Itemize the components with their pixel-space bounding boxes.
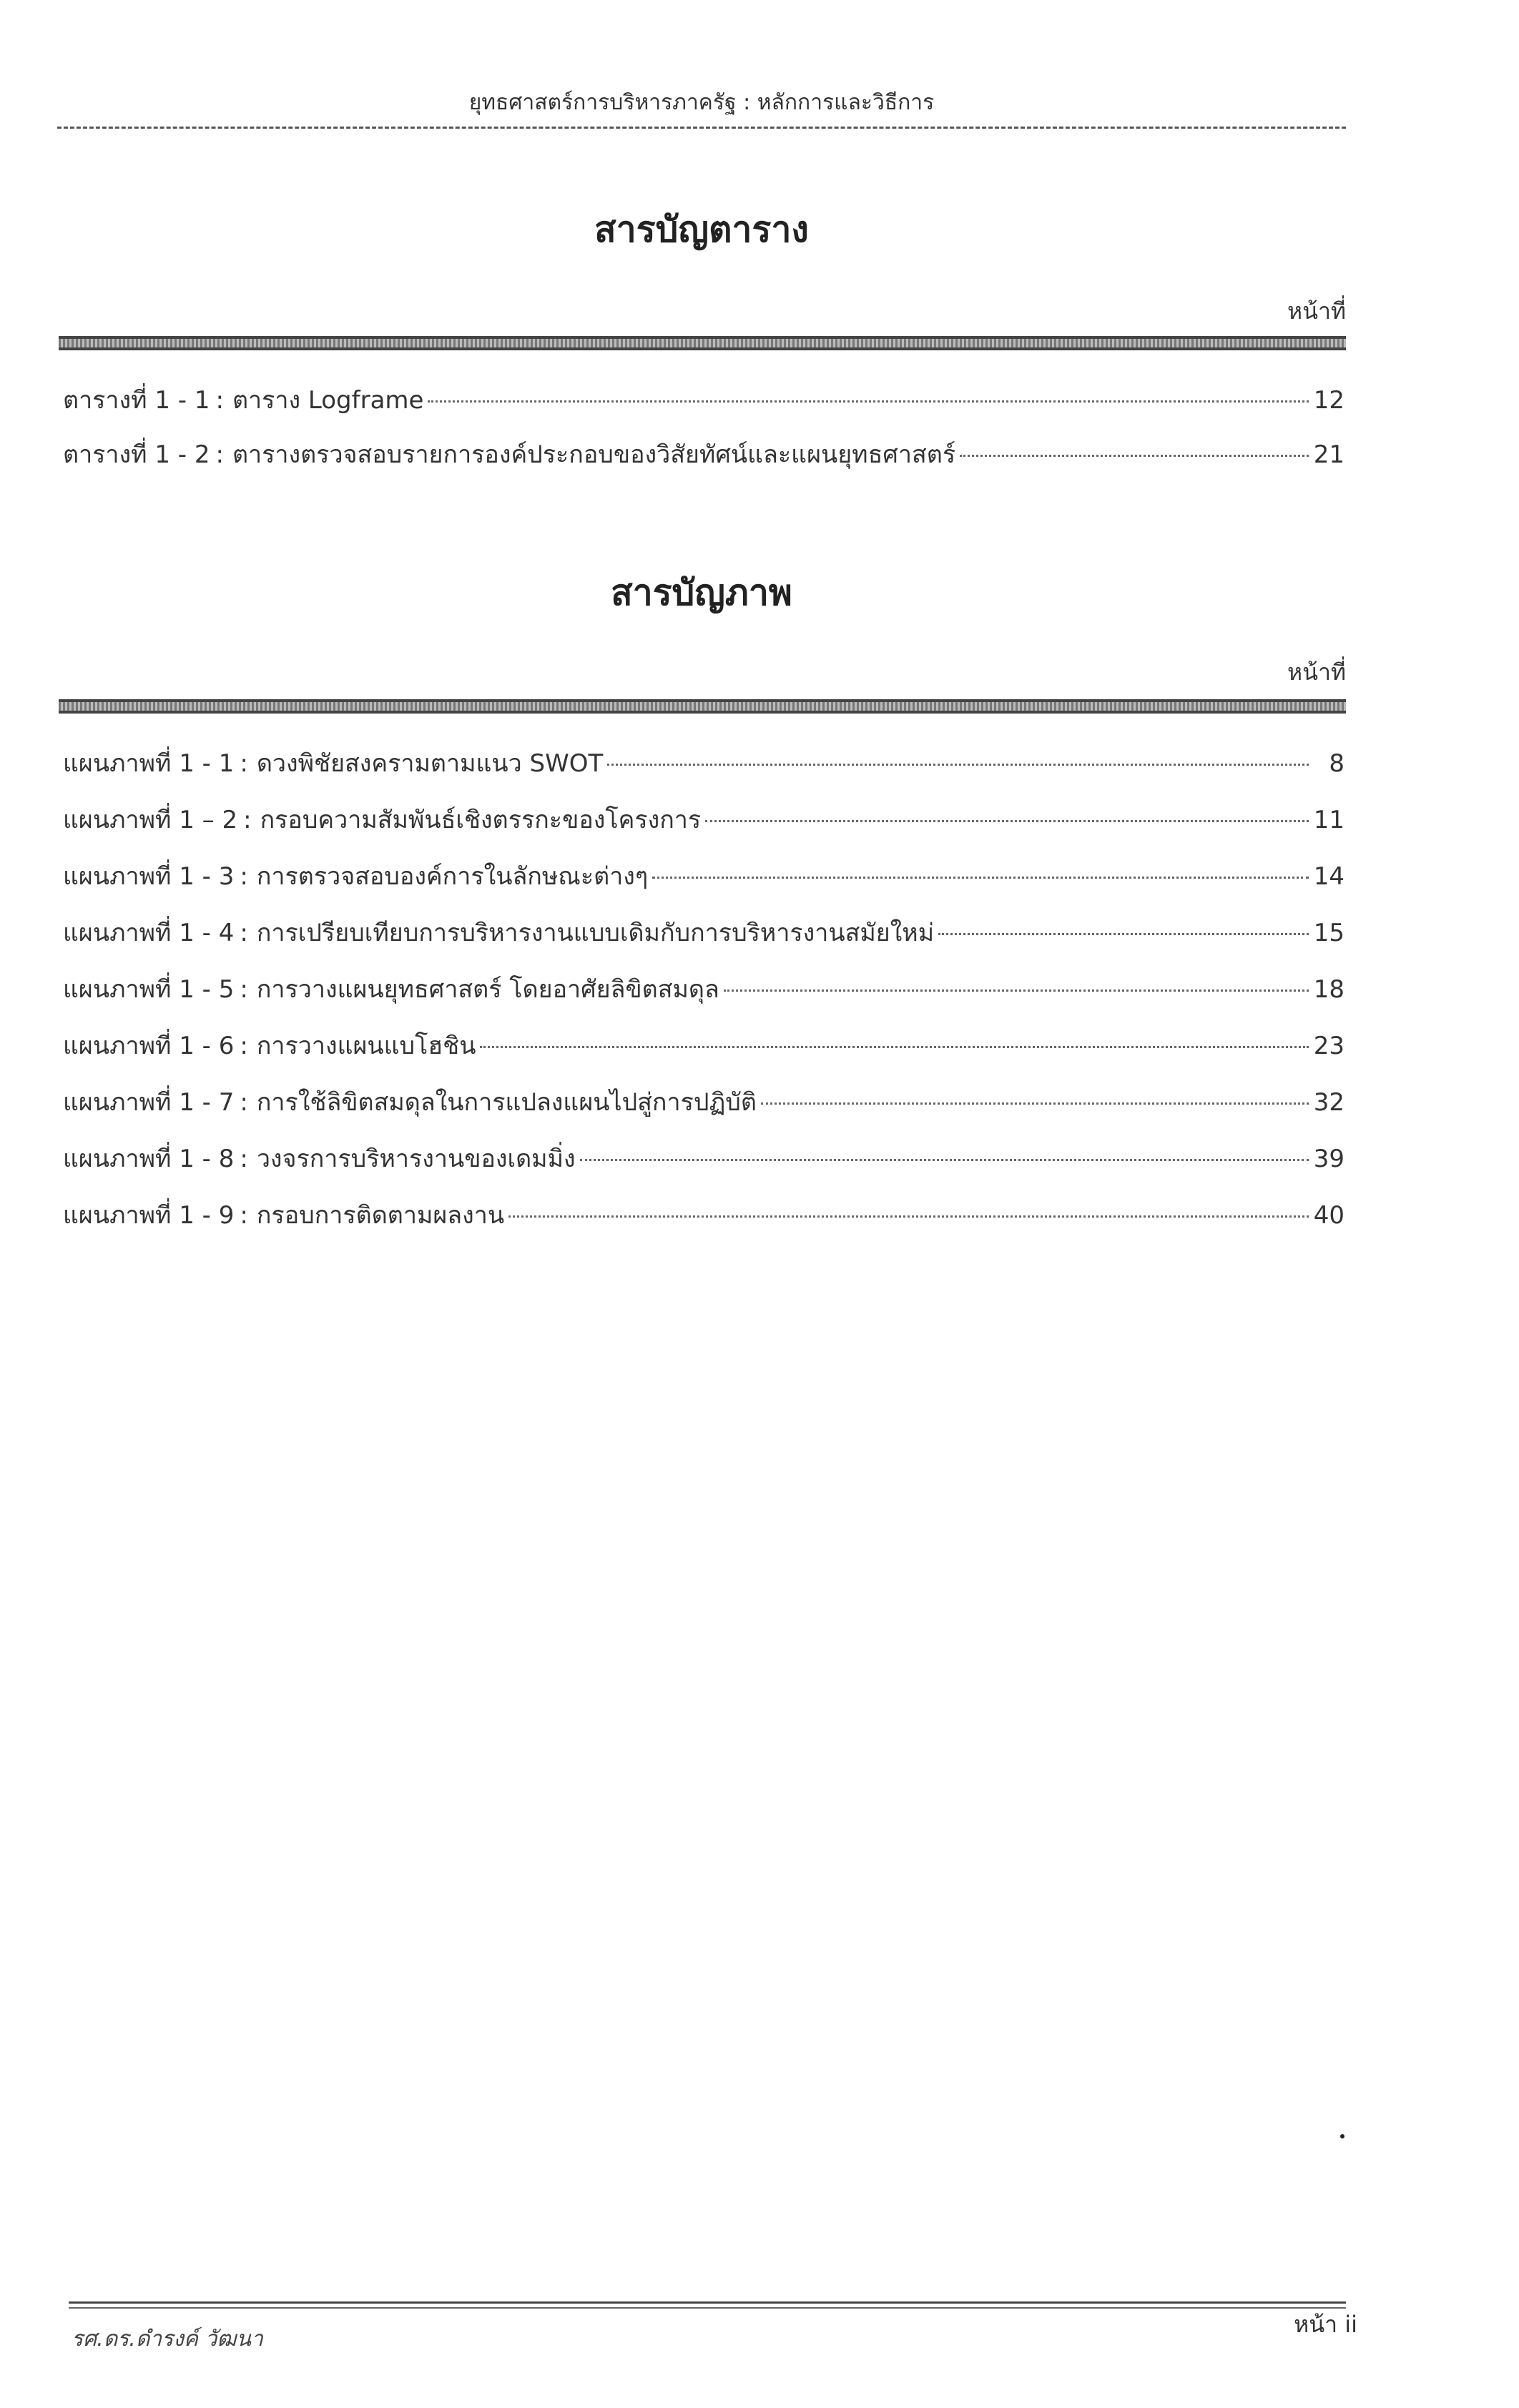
entry-separator: :	[215, 386, 224, 415]
entry-number: แผนภาพที่ 1 - 5	[63, 975, 235, 1004]
toc-entry-figure-1-5[interactable]	[63, 969, 1345, 1004]
entry-page-number: 39	[1313, 1145, 1345, 1173]
running-header: ยุทธศาสตร์การบริหารภาครัฐ : หลักการและวิธีการ	[468, 90, 935, 115]
dot-leader	[480, 1046, 1309, 1048]
entry-title: ตารางตรวจสอบรายการองค์ประกอบของวิสัยทัศน์และแผนยุทธศาสตร์	[232, 440, 956, 469]
entry-page-number: 15	[1313, 919, 1345, 947]
footer-divider	[69, 2301, 1346, 2309]
entry-page-number: 18	[1313, 975, 1345, 1004]
entry-title: การตรวจสอบองค์การในลักษณะต่างๆ	[256, 862, 649, 891]
entry-page-number: 8	[1329, 749, 1345, 778]
entry-number: แผนภาพที่ 1 – 2	[63, 806, 238, 834]
toc-entry-figure-1-7[interactable]	[63, 1082, 1345, 1117]
entry-number: ตารางที่ 1 - 1	[63, 386, 210, 415]
dot-leader	[724, 990, 1309, 992]
toc-entry-figure-1-6[interactable]	[63, 1026, 1345, 1060]
footer-page-number: หน้า ii	[1294, 2311, 1357, 2338]
table-list	[63, 380, 1345, 489]
entry-separator: :	[240, 1088, 248, 1117]
entry-title: การวางแผนแบโฮชิน	[256, 1032, 476, 1060]
entry-separator: :	[240, 975, 248, 1004]
entry-title: ตาราง Logframe	[232, 386, 424, 415]
toc-entry-figure-1-3[interactable]	[63, 857, 1345, 891]
dot-leader	[761, 1102, 1309, 1105]
toc-entry-table-1-2[interactable]	[63, 435, 1345, 469]
dot-leader	[508, 1215, 1309, 1218]
entry-number: แผนภาพที่ 1 - 9	[63, 1201, 235, 1230]
figure-list	[63, 744, 1345, 1252]
figures-section-title: สารบัญภาพ	[611, 572, 792, 613]
entry-title: การเปรียบเทียบการบริหารงานแบบเดิมกับการบริหารงานสมัยใหม่	[256, 919, 935, 947]
entry-page-number: 14	[1313, 862, 1345, 891]
entry-page-number: 32	[1313, 1088, 1345, 1117]
entry-separator: :	[240, 1032, 248, 1060]
toc-entry-figure-1-4[interactable]	[63, 913, 1345, 947]
entry-number: แผนภาพที่ 1 - 4	[63, 919, 235, 947]
toc-entry-figure-1-1[interactable]	[63, 744, 1345, 778]
entry-separator: :	[240, 1145, 248, 1173]
entry-separator: :	[240, 862, 248, 891]
dot-leader	[607, 764, 1309, 766]
toc-entry-figure-1-8[interactable]	[63, 1139, 1345, 1173]
entry-number: แผนภาพที่ 1 - 1	[63, 749, 235, 778]
figures-section-rule	[59, 699, 1346, 714]
entry-number: แผนภาพที่ 1 - 6	[63, 1032, 235, 1060]
entry-separator: :	[243, 806, 252, 834]
figures-page-column-label: หน้าที่	[1287, 658, 1346, 686]
entry-separator: :	[240, 919, 248, 947]
entry-number: ตารางที่ 1 - 2	[63, 440, 210, 469]
toc-entry-figure-1-2[interactable]	[63, 800, 1345, 834]
entry-title: กรอบการติดตามผลงาน	[256, 1201, 505, 1230]
entry-number: แผนภาพที่ 1 - 3	[63, 862, 235, 891]
entry-title: วงจรการบริหารงานของเดมมิ่ง	[256, 1145, 576, 1173]
dot-leader	[938, 933, 1309, 935]
entry-number: แผนภาพที่ 1 - 8	[63, 1145, 235, 1173]
entry-separator: :	[215, 440, 224, 469]
toc-entry-table-1-1[interactable]	[63, 380, 1345, 415]
dot-leader	[705, 820, 1309, 822]
tables-section-title: สารบัญตาราง	[594, 209, 809, 250]
dot-leader	[960, 455, 1309, 457]
entry-title: ดวงพิชัยสงครามตามแนว SWOT	[256, 749, 604, 778]
entry-title: การวางแผนยุทธศาสตร์ โดยอาศัยลิขิตสมดุล	[256, 975, 719, 1004]
entry-page-number: 12	[1313, 386, 1345, 415]
entry-number: แผนภาพที่ 1 - 7	[63, 1088, 235, 1117]
entry-page-number: 21	[1313, 440, 1345, 469]
entry-page-number: 23	[1313, 1032, 1345, 1060]
tables-page-column-label: หน้าที่	[1287, 297, 1346, 325]
entry-page-number: 40	[1313, 1201, 1345, 1230]
entry-title: กรอบความสัมพันธ์เชิงตรรกะของโครงการ	[260, 806, 702, 834]
dot-leader	[580, 1159, 1309, 1161]
entry-separator: :	[240, 749, 248, 778]
toc-entry-figure-1-9[interactable]	[63, 1195, 1345, 1230]
footer-author: รศ.ดร.ดำรงค์ วัฒนา	[72, 2326, 263, 2352]
tables-section-rule	[59, 336, 1346, 350]
entry-title: การใช้ลิขิตสมดุลในการแปลงแผนไปสู่การปฏิบัติ	[256, 1088, 757, 1117]
entry-page-number: 11	[1313, 806, 1345, 834]
dot-leader	[652, 877, 1309, 879]
entry-separator: :	[240, 1201, 248, 1230]
scan-speck	[1340, 2134, 1345, 2138]
dot-leader	[428, 400, 1309, 403]
header-divider	[57, 127, 1346, 129]
